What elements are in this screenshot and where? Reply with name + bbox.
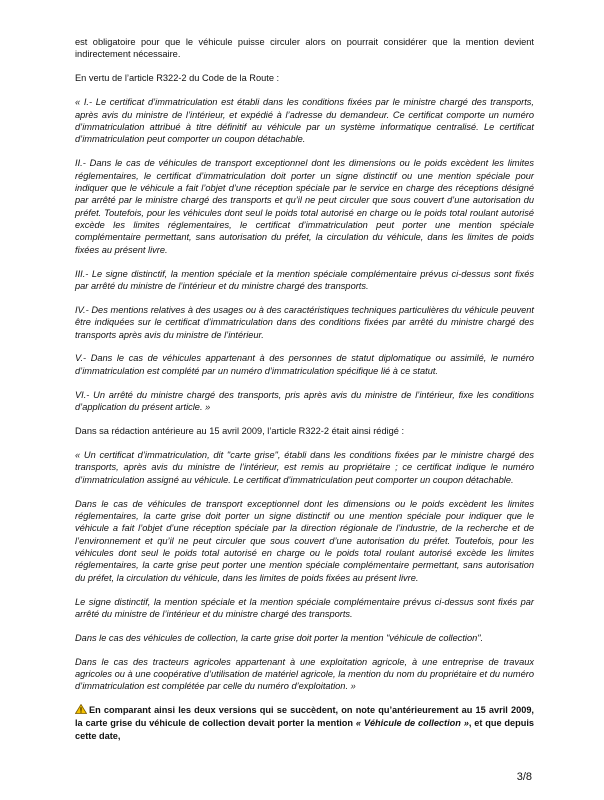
warning-paragraph — [75, 704, 534, 742]
paragraph-previous-version-4: Dans le cas des véhicules de collection, la carte grise doit porter la mention "véhicule de collection". — [75, 632, 484, 643]
paragraph-previous-version-intro: Dans sa rédaction antérieure au 15 avril 2009, l’article R322-2 était ainsi rédigé : — [75, 426, 405, 436]
paragraph-previous-version-3: Le signe distinctif, la mention spéciale et la mention spéciale complémentaire prévus ci-dessus sont fixés par arrêté du ministre de l’intérieur et du ministre chargé des transports. — [75, 596, 534, 619]
paragraph-previous-version-2: Dans le cas de véhicules de transport exceptionnel dont les dimensions ou le poids excèdent les limites réglementaires, la carte grise doit porter un signe distinctif ou une mention spéciale pour indiquer que le véhicule a fait l’objet d’une réception spéciale par la direction régionale de l’industrie, de la recherche et de l’environnement et qu’il ne peut circuler que sous couvert d’une autorisation du préfet. Toutefois, pour les véhicules dont seul le poids total autorisé en charge ou le poids total roulant autorisé excède les limites réglementaires, la carte grise peut porter une mention spéciale complémentaire permettant, sans autorisation du préfet, la circulation du véhicule, dans les limites de poids fixées au présent livre. — [75, 498, 534, 583]
document-body — [75, 36, 534, 754]
paragraph-article-section-1: « I.- Le certificat d’immatriculation est établi dans les conditions fixées par le ministre chargé des transports, après avis du ministre de l’intérieur, et expédié à l’adresse du demandeur. Ce certificat comporte un numéro d’immatriculation attribué à titre définitif au véhicule par un système informatique centralisé. Le certificat d’immatriculation peut comporter un coupon détachable. — [75, 97, 534, 145]
paragraph-article-section-6: VI.- Un arrêté du ministre chargé des transports, pris après avis du ministre de l’intérieur, fixe les conditions d’application du présent article. » — [75, 389, 534, 413]
page-number: 3/8 — [516, 771, 532, 783]
paragraph-article-section-5: V.- Dans le cas de véhicules appartenant à des personnes de statut diplomatique ou assimilé, le numéro d’immatriculation est complété par un numéro d’immatriculation spécifique lié à ce statut. — [75, 353, 534, 376]
warning-text-end: , et que depuis cette date, — [75, 718, 534, 741]
warning-text-start: En comparant ainsi les deux versions qui se succèdent, on note qu’antérieurement au 15 avril 2009, la carte grise du véhicule de collection devait porter la mention — [75, 705, 534, 728]
paragraph-article-section-4: IV.- Des mentions relatives à des usages ou à des caractéristiques techniques particulières du véhicule peuvent être indiquées sur le certificat d’immatriculation dans des conditions fixées par arrêté du ministre chargé des transports après avis du ministre de l’intérieur. — [75, 304, 534, 340]
paragraph-article-ref: En vertu de l’article R322-2 du Code de la Route : — [75, 73, 280, 84]
paragraph-intro: est obligatoire pour que le véhicule puisse circuler alors on pourrait considérer que la mention devient indirectement nécessaire. — [75, 37, 534, 60]
paragraph-article-section-2: II.- Dans le cas de véhicules de transport exceptionnel dont les dimensions ou le poids excèdent les limites réglementaires, le certificat d’immatriculation doit porter un signe distinctif ou une mention spéciale pour indiquer que le véhicule a fait l’objet d’une réception spéciale par le service en charge des réceptions désigné par arrêté par le ministre chargé des transports et qu’il ne peut circuler que sous couvert d’une autorisation du préfet. Toutefois, pour les véhicules dont seul le poids total autorisé en charge ou le poids total roulant autorisé excède les limites réglementaires, le certificat d’immatriculation peut porter une mention spéciale complémentaire permettant, sans autorisation du préfet, la circulation du véhicule, dans les limites de poids fixées au présent livre. — [75, 158, 534, 255]
warning-icon — [75, 704, 87, 714]
paragraph-article-section-3: III.- Le signe distinctif, la mention spéciale et la mention spéciale complémentaire prévus ci-dessus sont fixés par arrêté du ministre de l’intérieur et du ministre chargé des transports. — [75, 268, 534, 291]
paragraph-previous-version-5: Dans le cas des tracteurs agricoles appartenant à une exploitation agricole, à une entreprise de travaux agricoles ou à une coopérative d’utilisation de matériel agricole, la mention du nom du propriétaire et du numéro d’immatriculation est complétée par celle du numéro d’exploitation. » — [75, 656, 534, 692]
paragraph-previous-version-1: « Un certificat d’immatriculation, dit "carte grise", établi dans les conditions fixées par le ministre chargé des transports, après avis du ministre de l’intérieur, est remis au propriétaire ; ce certificat indique le numéro d’immatriculation assigné au véhicule. Le certificat d’immatriculation peut comporter un coupon détachable. — [75, 449, 534, 485]
warning-emphasis: « Véhicule de collection » — [355, 718, 469, 728]
